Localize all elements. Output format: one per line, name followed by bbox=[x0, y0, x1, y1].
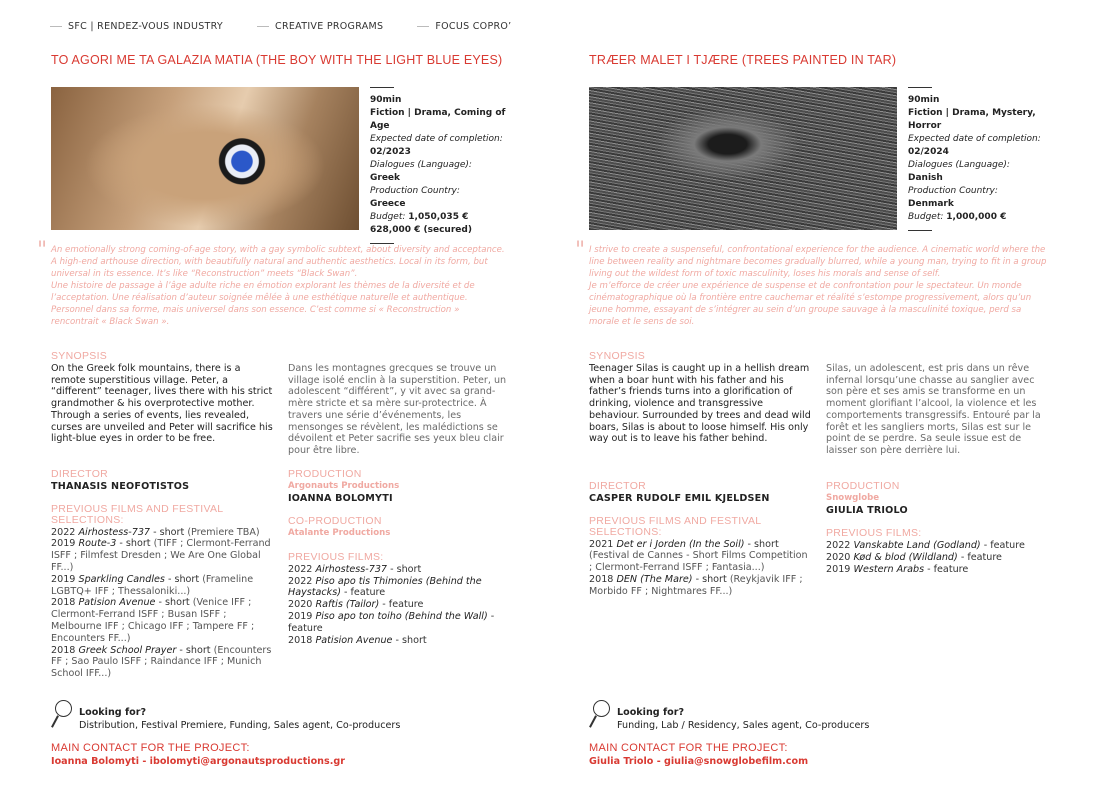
film-list-item: 2022 Piso apo tis Thimonies (Behind the Haystacks) - feature bbox=[288, 575, 482, 599]
production-country: Greece bbox=[370, 199, 406, 209]
nav-label[interactable]: SFC | RENDEZ-VOUS INDUSTRY bbox=[68, 21, 224, 32]
quote-mark-icon: " bbox=[37, 238, 48, 263]
looking-for bbox=[51, 700, 400, 732]
synopsis-en: On the Greek folk mountains, there is a remote superstitious village. Peter, a “different” teenager, lives there with his strict grandmother & his overprotective mother. Through a series of events, lies revealed, curses are unveiled and Peter will sacrifice his light-blue eyes in order to be free. bbox=[51, 363, 273, 445]
budget-line bbox=[370, 211, 520, 224]
contact-label: MAIN CONTACT FOR THE PROJECT: bbox=[51, 742, 250, 754]
synopsis-fr: Silas, un adolescent, est pris dans un rêve infernal lorsqu’une chasse au sanglier avec son père et ses amis se transforme en un moment glorifiant l’alcool, la violence et les comportements transgressifs. Entouré par la forêt et les sangliers morts, Silas est sur le point de se perdre. Sa seule issue est de laisser son père derrière lui. bbox=[826, 363, 1041, 456]
looking-for-value: Distribution, Festival Premiere, Funding, Sales agent, Co-producers bbox=[79, 719, 401, 731]
director-block bbox=[51, 469, 273, 680]
production-company: Argonauts Productions bbox=[288, 480, 400, 491]
dialogues-label: Dialogues (Language): bbox=[908, 160, 1010, 170]
producer-name: GIULIA TRIOLO bbox=[826, 504, 908, 516]
dialogues-language: Greek bbox=[370, 173, 401, 183]
budget-label: Budget: bbox=[370, 212, 406, 222]
film-list-item: 2019 Route-3 - short (TIFF ; Clermont-Ferrand ISFF ; Filmfest Dresden ; We Are One Global FF...) bbox=[51, 538, 271, 573]
runtime: 90min bbox=[370, 95, 402, 105]
production-block bbox=[826, 481, 1051, 576]
completion-label: Expected date of completion: bbox=[908, 134, 1041, 144]
director-statement bbox=[51, 244, 509, 328]
looking-for-value: Funding, Lab / Residency, Sales agent, Co-producers bbox=[617, 719, 870, 731]
film-list-item: 2021 Det er i Jorden (In the Soil) - short (Festival de Cannes - Short Films Competition ; Clermont-Ferrand ISFF ; Fantasia...) bbox=[589, 538, 808, 574]
budget-line bbox=[908, 211, 1058, 224]
production-company: Snowglobe bbox=[826, 492, 880, 503]
budget-label: Budget: bbox=[908, 212, 944, 222]
looking-for-text bbox=[79, 700, 400, 732]
nav-item-creative-programs[interactable] bbox=[257, 21, 383, 32]
budget-value: 1,050,035 € bbox=[408, 212, 469, 222]
statement-en: I strive to create a suspenseful, confrontational experience for the audience. A cinematic world where the line between reality and nightmare becomes gradually blurred, while a young man, trying to fit in a group living out the wildest form of toxic masculinity, loses his morals and sense of self. bbox=[589, 245, 1047, 279]
budget-secured: 628,000 € (secured) bbox=[370, 225, 472, 235]
production-label: PRODUCTION bbox=[288, 468, 362, 480]
divider bbox=[908, 87, 932, 88]
film-list-item: 2022 Airhostess-737 - short bbox=[288, 563, 422, 575]
runtime: 90min bbox=[908, 95, 940, 105]
dialogues-language: Danish bbox=[908, 173, 943, 183]
film-list-item: 2022 Vanskabte Land (Godland) - feature bbox=[826, 540, 1025, 552]
nav-label[interactable]: FOCUS COPRO’ bbox=[435, 21, 512, 32]
film-list-item: 2019 Western Arabs - feature bbox=[826, 563, 969, 575]
film-list-item: 2019 Sparkling Candles - short (Frameline LGBTQ+ IFF ; Thessaloniki...) bbox=[51, 573, 254, 597]
synopsis-en: Teenager Silas is caught up in a hellish dream when a boar hunt with his father and his father’s friends turns into a glorification of drinking, violence and transgressive behaviour. Surrounded by trees and dead wild boars, Silas is about to loose himself. His only way out is to leave his father behind. bbox=[589, 363, 811, 445]
synopsis-label: SYNOPSIS bbox=[51, 350, 108, 362]
divider bbox=[370, 87, 394, 88]
film-specs bbox=[908, 87, 1058, 231]
film-still-image bbox=[589, 87, 897, 230]
film-list-item: 2018 Patision Avenue - short (Venice IFF ; Clermont-Ferrand ISFF ; Busan ISFF ; Melbourne IFF ; Chicago IFF ; Tampere FF ; Encounters FF...) bbox=[51, 597, 255, 644]
looking-for bbox=[589, 700, 869, 732]
divider bbox=[908, 230, 932, 231]
contact-person[interactable]: Ioanna Bolomyti - ibolomyti@argonautsproductions.gr bbox=[51, 756, 345, 767]
nav-dash bbox=[50, 26, 62, 27]
prev-director-label: PREVIOUS FILMS AND FESTIVAL SELECTIONS: bbox=[589, 514, 762, 539]
prev-producer-label: PREVIOUS FILMS: bbox=[288, 550, 384, 563]
top-nav bbox=[50, 21, 512, 32]
production-country: Denmark bbox=[908, 199, 954, 209]
main-contact bbox=[589, 742, 808, 767]
contact-label: MAIN CONTACT FOR THE PROJECT: bbox=[589, 742, 788, 754]
nav-dash bbox=[257, 26, 269, 27]
genre: Fiction | Drama, Coming of Age bbox=[370, 108, 506, 131]
coproduction-company: Atalante Productions bbox=[288, 528, 391, 539]
looking-for-label: Looking for? bbox=[617, 707, 685, 718]
synopsis-fr: Dans les montagnes grecques se trouve un village isolé enclin à la superstition. Peter, un adolescent “différent”, y vit avec sa grand-mère stricte et sa mère sur-protectrice. À travers une série d’événements, les mensonges se révèlent, les malédictions se dévoilent et Peter sacrifie ses yeux bleu clair pour être libre. bbox=[288, 363, 507, 456]
prev-producer-label: PREVIOUS FILMS: bbox=[826, 527, 922, 540]
film-list-item: 2020 Kød & blod (Wildland) - feature bbox=[826, 551, 1002, 563]
director-name: THANASIS NEOFOTISTOS bbox=[51, 480, 190, 492]
contact-person[interactable]: Giulia Triolo - giulia@snowglobefilm.com bbox=[589, 756, 809, 767]
film-list-item: 2020 Raftis (Tailor) - feature bbox=[288, 599, 424, 611]
nav-item-sfc[interactable] bbox=[50, 21, 223, 32]
film-list-item: 2018 Greek School Prayer - short (Encounters FF ; Sao Paulo ISFF ; Raindance IFF ; Munich School IFF...) bbox=[51, 644, 272, 680]
film-list-item: 2018 Patision Avenue - short bbox=[288, 634, 427, 646]
nav-dash bbox=[417, 26, 429, 27]
looking-for-label: Looking for? bbox=[79, 707, 147, 718]
film-list-item: 2018 DEN (The Mare) - short (Reykjavik IFF ; Morbido FF ; Nightmares FF...) bbox=[589, 573, 803, 597]
director-label: DIRECTOR bbox=[589, 480, 647, 492]
director-statement bbox=[589, 244, 1047, 328]
film-list-item: 2019 Piso apo ton toiho (Behind the Wall) - feature bbox=[288, 610, 495, 634]
dialogues-label: Dialogues (Language): bbox=[370, 160, 472, 170]
project-card-right bbox=[575, 50, 1047, 790]
project-card-left bbox=[37, 50, 509, 790]
director-label: DIRECTOR bbox=[51, 468, 109, 480]
film-title: TO AGORI ME TA GALAZIA MATIA (THE BOY WITH THE LIGHT BLUE EYES) bbox=[51, 53, 503, 67]
director-name: CASPER RUDOLF EMIL KJELDSEN bbox=[589, 492, 770, 504]
main-contact bbox=[51, 742, 345, 767]
coproduction-label: CO-PRODUCTION bbox=[288, 515, 382, 528]
completion-label: Expected date of completion: bbox=[370, 134, 503, 144]
statement-fr: Une histoire de passage à l’âge adulte riche en émotion explorant les thèmes de la diversité et de l’acceptation. Une réalisation d’auteur soignée mêlée à une esthétique naturelle et authentique. Personnel dans sa forme, mais universel dans son essence. C’est comme si « Reconstruction » rencontrait « Black Swan ». bbox=[51, 281, 475, 327]
statement-fr: Je m’efforce de créer une expérience de suspense et de confrontation pour le spectateur. Un monde cinématographique où la frontière entre cauchemar et réalité s’estompe progressivement, alors qu’un jeune homme, essayant de s’intégrer au sein d’un groupe sauvage à la masculinité toxique, perd sa morale et le sens de soi. bbox=[589, 281, 1032, 327]
nav-item-focus-copro[interactable] bbox=[417, 21, 511, 32]
film-specs bbox=[370, 87, 520, 244]
country-label: Production Country: bbox=[370, 186, 460, 196]
production-block bbox=[288, 469, 513, 646]
magnifier-icon bbox=[589, 700, 611, 730]
completion-date: 02/2024 bbox=[908, 147, 949, 157]
producer-name: IOANNA BOLOMYTI bbox=[288, 492, 393, 504]
nav-label[interactable]: CREATIVE PROGRAMS bbox=[275, 21, 384, 32]
film-title: TRÆER MALET I TJÆRE (TREES PAINTED IN TAR) bbox=[589, 53, 897, 67]
budget-value: 1,000,000 € bbox=[946, 212, 1007, 222]
film-list-item: 2022 Airhostess-737 - short (Premiere TBA) bbox=[51, 526, 260, 538]
completion-date: 02/2023 bbox=[370, 147, 411, 157]
prev-director-label: PREVIOUS FILMS AND FESTIVAL SELECTIONS: bbox=[51, 502, 224, 527]
statement-en: An emotionally strong coming-of-age story, with a gay symbolic subtext, about diversity and acceptance. A high-end arthouse direction, with beautifully natural and authentic aesthetics. Local in its form, but universal in its essence. It’s like “Reconstruction” meets “Black Swan”. bbox=[51, 245, 505, 279]
looking-for-text bbox=[617, 700, 869, 732]
synopsis-label: SYNOPSIS bbox=[589, 350, 646, 362]
production-label: PRODUCTION bbox=[826, 480, 900, 492]
director-block bbox=[589, 481, 811, 598]
film-still-image bbox=[51, 87, 359, 230]
quote-mark-icon: " bbox=[575, 238, 586, 263]
country-label: Production Country: bbox=[908, 186, 998, 196]
genre: Fiction | Drama, Mystery, Horror bbox=[908, 108, 1036, 131]
magnifier-icon bbox=[51, 700, 73, 730]
